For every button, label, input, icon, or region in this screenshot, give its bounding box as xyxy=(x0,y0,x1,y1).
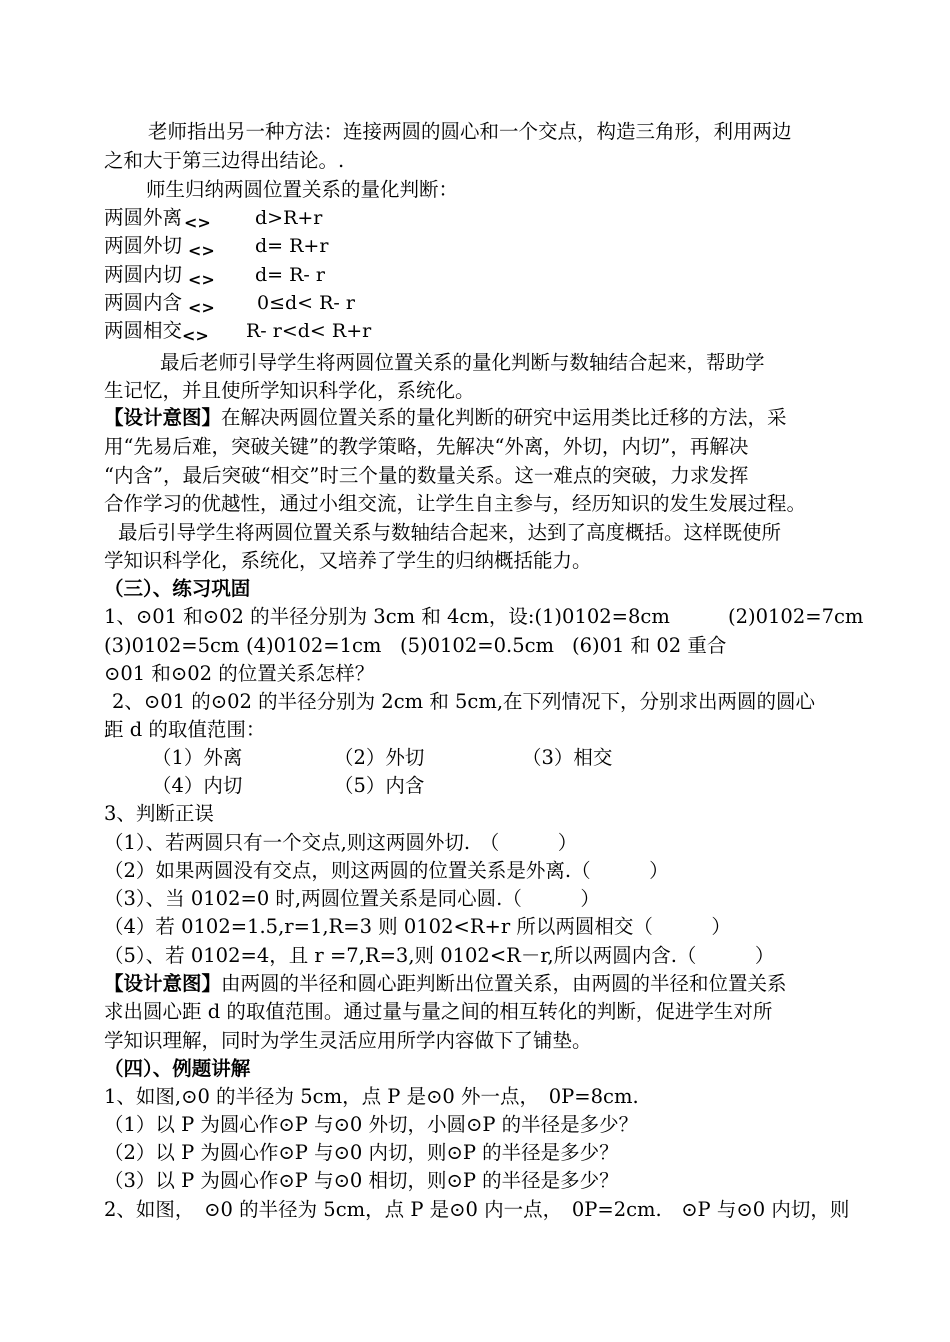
design-intent-line: 求出圆心距 d 的取值范围。通过量与量之间的相互转化的判断，促进学生对所 xyxy=(104,1000,773,1023)
question-1-line-3: ⊙01 和⊙02 的位置关系怎样？ xyxy=(104,662,375,685)
design-intent-line: 学知识理解，同时为学生灵活应用所学内容做下了铺垫。 xyxy=(104,1029,592,1052)
question-2-option: （2）外切 xyxy=(334,746,425,769)
relation-label: 两圆内含 xyxy=(104,291,183,314)
judgement-item: （5）、若 0102=4，且 r =7,R=3,则 0102<R－r,所以两圆内含.（ ） xyxy=(104,944,775,967)
design-intent-line: 最后引导学生将两圆位置关系与数轴结合起来，达到了高度概括。这样既使所 xyxy=(118,521,782,544)
question-2-option: （1）外离 xyxy=(152,746,243,769)
design-intent-tag: 【设计意图】 xyxy=(104,972,222,995)
example-1-item: （2）以 P 为圆心作⊙P 与⊙0 内切，则⊙P 的半径是多少？ xyxy=(104,1141,619,1164)
judgement-item: （3）、当 0102=0 时,两圆位置关系是同心圆.（ ） xyxy=(104,887,600,910)
design-intent-tag: 【设计意图】 xyxy=(104,406,222,429)
question-1-option: (2)0102=7cm xyxy=(728,605,864,628)
summary-line-1: 最后老师引导学生将两圆位置关系的量化判断与数轴结合起来，帮助学 xyxy=(160,351,765,374)
iff-symbol-icon: <> xyxy=(188,241,215,260)
question-3-title: 3、判断正误 xyxy=(104,802,214,825)
design-intent-line xyxy=(104,404,787,432)
question-1-option: (4)0102=1cm xyxy=(246,634,382,657)
judgement-item: （1）、若两圆只有一个交点,则这两圆外切. （ ） xyxy=(104,831,578,854)
relation-row xyxy=(104,317,209,350)
example-1: 1、如图,⊙0 的半径为 5cm，点 P 是⊙0 外一点， 0P=8cm. xyxy=(104,1085,639,1108)
iff-symbol-icon: <> xyxy=(184,213,211,232)
design-intent-line xyxy=(104,970,787,998)
question-2-line-1: 2、⊙01 的⊙02 的半径分别为 2cm 和 5cm,在下列情况下，分别求出两圆的圆心 xyxy=(112,690,816,713)
iff-symbol-icon: <> xyxy=(182,326,209,345)
question-1-option: (5)0102=0.5cm xyxy=(400,634,555,657)
design-intent-line: 学知识科学化，系统化，又培养了学生的归纳概括能力。 xyxy=(104,549,592,572)
question-2-option: （5）内含 xyxy=(334,774,425,797)
relation-formula: 0≤d< R- r xyxy=(257,292,355,314)
relation-label: 两圆内切 xyxy=(104,263,183,286)
relation-formula: d= R- r xyxy=(255,264,325,286)
design-intent-text: 在解决两圆位置关系的量化判断的研究中运用类比迁移的方法，采 xyxy=(221,406,787,429)
question-2-option: （3）相交 xyxy=(522,746,613,769)
question-1-option: (3)0102=5cm xyxy=(104,634,240,657)
intro-line-2: 之和大于第三边得出结论。. xyxy=(104,149,345,172)
example-2: 2、如图， ⊙0 的半径为 5cm，点 P 是⊙0 内一点， 0P=2cm. ⊙P 与⊙0 内切，则 xyxy=(104,1198,850,1221)
section-heading: （四）、例题讲解 xyxy=(104,1057,251,1080)
question-2-option: （4）内切 xyxy=(152,774,243,797)
design-intent-line: “内含”，最后突破“相交”时三个量的数量关系。这一难点的突破，力求发挥 xyxy=(104,464,749,487)
question-1-option: (6)01 和 02 重合 xyxy=(572,634,727,657)
design-intent-line: 合作学习的优越性，通过小组交流，让学生自主参与，经历知识的发生发展过程。 xyxy=(104,492,807,515)
judgement-item: （2）如果两圆没有交点，则这两圆的位置关系是外离.（ ） xyxy=(104,859,669,882)
relation-label: 两圆相交 xyxy=(104,319,183,342)
iff-symbol-icon: <> xyxy=(188,298,215,317)
relation-label: 两圆外离 xyxy=(104,206,183,229)
question-2-line-2: 距 d 的取值范围： xyxy=(104,718,266,741)
section-heading: （三）、练习巩固 xyxy=(104,577,251,600)
iff-symbol-icon: <> xyxy=(188,270,215,289)
summary-line-2: 生记忆，并且使所学知识科学化，系统化。 xyxy=(104,379,475,402)
question-1-line-1: 1、⊙01 和⊙02 的半径分别为 3cm 和 4cm，设:(1)0102=8cm xyxy=(104,605,670,628)
intro-line-3: 师生归纳两圆位置关系的量化判断： xyxy=(146,178,459,201)
example-1-item: （1）以 P 为圆心作⊙P 与⊙0 外切，小圆⊙P 的半径是多少？ xyxy=(104,1113,639,1136)
relation-label: 两圆外切 xyxy=(104,234,183,257)
design-intent-text: 由两圆的半径和圆心距判断出位置关系，由两圆的半径和位置关系 xyxy=(221,972,787,995)
intro-line-1: 老师指出另一种方法：连接两圆的圆心和一个交点，构造三角形，利用两边 xyxy=(148,120,792,143)
design-intent-line: 用“先易后难，突破关键”的教学策略，先解决“外离，外切，内切”，再解决 xyxy=(104,435,749,458)
judgement-item: （4）若 0102=1.5,r=1,R=3 则 0102<R+r 所以两圆相交（ ） xyxy=(104,915,731,938)
relation-formula: d= R+r xyxy=(255,235,329,257)
example-1-item: （3）以 P 为圆心作⊙P 与⊙0 相切，则⊙P 的半径是多少？ xyxy=(104,1169,619,1192)
relation-formula: d>R+r xyxy=(255,207,323,229)
relation-formula: R- r<d< R+r xyxy=(246,320,372,342)
